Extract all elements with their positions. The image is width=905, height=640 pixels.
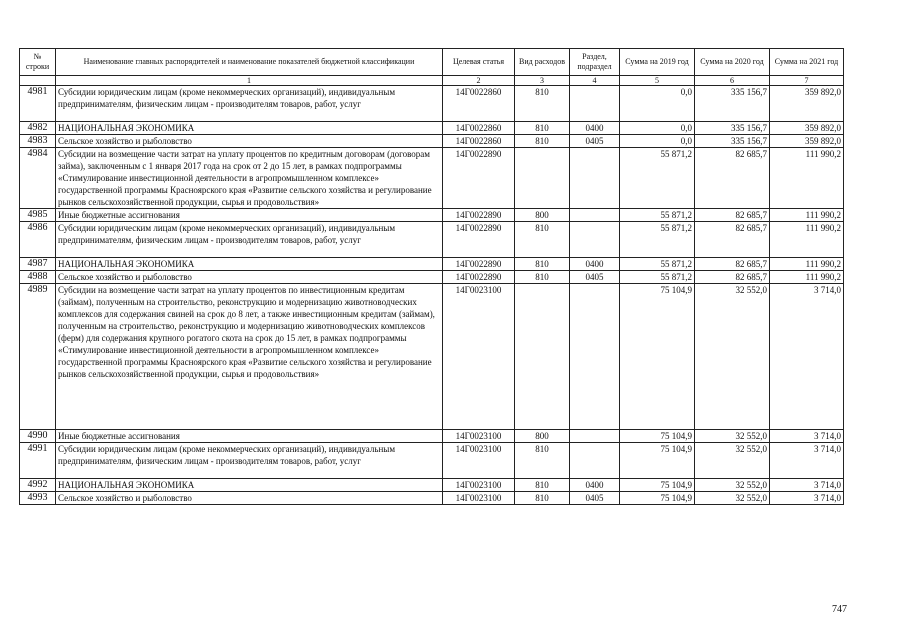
row-number: 4986	[20, 222, 56, 258]
row-name: Сельское хозяйство и рыболовство	[56, 271, 443, 284]
table-row	[20, 209, 844, 222]
row-sum-2021: 3 714,0	[770, 492, 844, 505]
row-section	[570, 222, 620, 258]
row-target-article: 14Г0022890	[443, 258, 515, 271]
row-expense-kind: 810	[515, 492, 570, 505]
row-sum-2019: 75 104,9	[620, 443, 695, 479]
row-expense-kind: 810	[515, 271, 570, 284]
row-name: НАЦИОНАЛЬНАЯ ЭКОНОМИКА	[56, 258, 443, 271]
row-expense-kind: 810	[515, 479, 570, 492]
row-section: 0405	[570, 492, 620, 505]
row-sum-2021: 3 714,0	[770, 443, 844, 479]
row-name: Иные бюджетные ассигнования	[56, 430, 443, 443]
row-sum-2021: 111 990,2	[770, 258, 844, 271]
row-number: 4989	[20, 284, 56, 430]
table-row	[20, 430, 844, 443]
row-sum-2020: 82 685,7	[695, 209, 770, 222]
row-name: Иные бюджетные ассигнования	[56, 209, 443, 222]
table-row	[20, 148, 844, 209]
table-row	[20, 222, 844, 258]
row-target-article: 14Г0023100	[443, 284, 515, 430]
table-row	[20, 258, 844, 271]
row-target-article: 14Г0022860	[443, 122, 515, 135]
row-sum-2021: 111 990,2	[770, 222, 844, 258]
row-sum-2020: 32 552,0	[695, 443, 770, 479]
row-number: 4981	[20, 86, 56, 122]
row-sum-2021: 111 990,2	[770, 271, 844, 284]
row-section: 0405	[570, 271, 620, 284]
column-number-row	[20, 76, 844, 86]
row-number: 4992	[20, 479, 56, 492]
row-sum-2019: 75 104,9	[620, 284, 695, 430]
table-row	[20, 271, 844, 284]
row-target-article: 14Г0022860	[443, 86, 515, 122]
page-number: 747	[832, 604, 847, 615]
row-name: Сельское хозяйство и рыболовство	[56, 135, 443, 148]
row-expense-kind: 810	[515, 443, 570, 479]
row-sum-2019: 75 104,9	[620, 479, 695, 492]
row-target-article: 14Г0023100	[443, 492, 515, 505]
row-number: 4987	[20, 258, 56, 271]
column-number: 6	[695, 76, 770, 86]
row-expense-kind	[515, 284, 570, 430]
row-sum-2020: 32 552,0	[695, 492, 770, 505]
header-sum-2021: Сумма на 2021 год	[770, 49, 844, 76]
row-sum-2019: 75 104,9	[620, 492, 695, 505]
row-sum-2019: 0,0	[620, 122, 695, 135]
row-expense-kind: 800	[515, 209, 570, 222]
row-name: Субсидии юридическим лицам (кроме некоммерческих организаций), индивидуальным предпринимателям, физическим лицам - производителям товаров, работ, услуг	[56, 222, 443, 258]
header-expense-kind: Вид расходов	[515, 49, 570, 76]
row-sum-2021: 359 892,0	[770, 135, 844, 148]
row-sum-2021: 359 892,0	[770, 86, 844, 122]
row-target-article: 14Г0022890	[443, 271, 515, 284]
row-name: Субсидии юридическим лицам (кроме некоммерческих организаций), индивидуальным предпринимателям, физическим лицам - производителям товаров, работ, услуг	[56, 86, 443, 122]
column-number: 7	[770, 76, 844, 86]
row-section	[570, 86, 620, 122]
row-sum-2019: 55 871,2	[620, 258, 695, 271]
row-sum-2020: 32 552,0	[695, 430, 770, 443]
header-section: Раздел, подраздел	[570, 49, 620, 76]
row-section: 0405	[570, 135, 620, 148]
row-number: 4983	[20, 135, 56, 148]
row-target-article: 14Г0022890	[443, 209, 515, 222]
row-expense-kind	[515, 148, 570, 209]
row-target-article: 14Г0022860	[443, 135, 515, 148]
header-name: Наименование главных распорядителей и наименование показателей бюджетной классификации	[56, 49, 443, 76]
table-row	[20, 443, 844, 479]
row-sum-2021: 3 714,0	[770, 430, 844, 443]
row-sum-2021: 359 892,0	[770, 122, 844, 135]
header-sum-2020: Сумма на 2020 год	[695, 49, 770, 76]
row-sum-2021: 111 990,2	[770, 148, 844, 209]
row-number: 4993	[20, 492, 56, 505]
row-number: 4982	[20, 122, 56, 135]
row-sum-2019: 55 871,2	[620, 148, 695, 209]
column-number: 1	[56, 76, 443, 86]
row-sum-2020: 82 685,7	[695, 258, 770, 271]
row-name: НАЦИОНАЛЬНАЯ ЭКОНОМИКА	[56, 122, 443, 135]
row-name: Субсидии юридическим лицам (кроме некоммерческих организаций), индивидуальным предпринимателям, физическим лицам - производителям товаров, работ, услуг	[56, 443, 443, 479]
row-sum-2020: 335 156,7	[695, 86, 770, 122]
row-expense-kind: 800	[515, 430, 570, 443]
table-row	[20, 492, 844, 505]
budget-table	[19, 48, 844, 505]
column-number: 5	[620, 76, 695, 86]
row-sum-2020: 82 685,7	[695, 222, 770, 258]
row-target-article: 14Г0022890	[443, 222, 515, 258]
table-row	[20, 122, 844, 135]
row-sum-2019: 55 871,2	[620, 222, 695, 258]
row-number: 4985	[20, 209, 56, 222]
row-expense-kind: 810	[515, 222, 570, 258]
row-sum-2021: 3 714,0	[770, 284, 844, 430]
row-section: 0400	[570, 479, 620, 492]
row-sum-2020: 335 156,7	[695, 135, 770, 148]
row-sum-2021: 3 714,0	[770, 479, 844, 492]
table-row	[20, 284, 844, 430]
row-expense-kind: 810	[515, 258, 570, 271]
column-number: 4	[570, 76, 620, 86]
table-row	[20, 86, 844, 122]
row-name: Сельское хозяйство и рыболовство	[56, 492, 443, 505]
header-target-article: Целевая статья	[443, 49, 515, 76]
row-number: 4991	[20, 443, 56, 479]
row-sum-2020: 82 685,7	[695, 271, 770, 284]
column-number: 2	[443, 76, 515, 86]
row-sum-2021: 111 990,2	[770, 209, 844, 222]
row-section: 0400	[570, 258, 620, 271]
row-sum-2019: 55 871,2	[620, 209, 695, 222]
row-expense-kind: 810	[515, 135, 570, 148]
row-section	[570, 209, 620, 222]
row-number: 4990	[20, 430, 56, 443]
row-sum-2019: 0,0	[620, 135, 695, 148]
row-sum-2019: 0,0	[620, 86, 695, 122]
row-sum-2019: 75 104,9	[620, 430, 695, 443]
row-name: Субсидии на возмещение части затрат на уплату процентов по инвестиционным кредитам (займам), полученным на строительство, реконструкцию и модернизацию животноводческих комплексов для содержания свиней на срок до 8 лет, а также инвестиционным кредитам (займам), полученным на строительство, реконструкцию и модернизацию животноводческих комплексов (ферм) для содержания крупного рогатого скота на срок до 15 лет, в рамках подпрограммы «Стимулирование инвестиционной деятельности в агропромышленном комплексе» государственной программы Красноярского края «Развитие сельского хозяйства и регулирование рынков сельскохозяйственной продукции, сырья и продовольствия»	[56, 284, 443, 430]
row-name: НАЦИОНАЛЬНАЯ ЭКОНОМИКА	[56, 479, 443, 492]
row-sum-2020: 82 685,7	[695, 148, 770, 209]
row-expense-kind: 810	[515, 86, 570, 122]
header-row-number: № строки	[20, 49, 56, 76]
header-sum-2019: Сумма на 2019 год	[620, 49, 695, 76]
row-section	[570, 443, 620, 479]
table-header-row	[20, 49, 844, 76]
row-target-article: 14Г0022890	[443, 148, 515, 209]
row-number: 4984	[20, 148, 56, 209]
row-section	[570, 148, 620, 209]
row-sum-2019: 55 871,2	[620, 271, 695, 284]
row-sum-2020: 335 156,7	[695, 122, 770, 135]
column-number: 3	[515, 76, 570, 86]
row-section	[570, 284, 620, 430]
row-sum-2020: 32 552,0	[695, 284, 770, 430]
row-target-article: 14Г0023100	[443, 479, 515, 492]
table-row	[20, 479, 844, 492]
row-target-article: 14Г0023100	[443, 430, 515, 443]
row-target-article: 14Г0023100	[443, 443, 515, 479]
row-section: 0400	[570, 122, 620, 135]
row-number: 4988	[20, 271, 56, 284]
column-number-empty	[20, 76, 56, 86]
row-sum-2020: 32 552,0	[695, 479, 770, 492]
row-section	[570, 430, 620, 443]
row-name: Субсидии на возмещение части затрат на уплату процентов по кредитным договорам (договорам займа), заключенным с 1 января 2017 года на срок от 2 до 15 лет, в рамках подпрограммы «Стимулирование инвестиционной деятельности в агропромышленном комплексе» государственной программы Красноярского края «Развитие сельского хозяйства и регулирование рынков сельскохозяйственной продукции, сырья и продовольствия»	[56, 148, 443, 209]
table-row	[20, 135, 844, 148]
row-expense-kind: 810	[515, 122, 570, 135]
